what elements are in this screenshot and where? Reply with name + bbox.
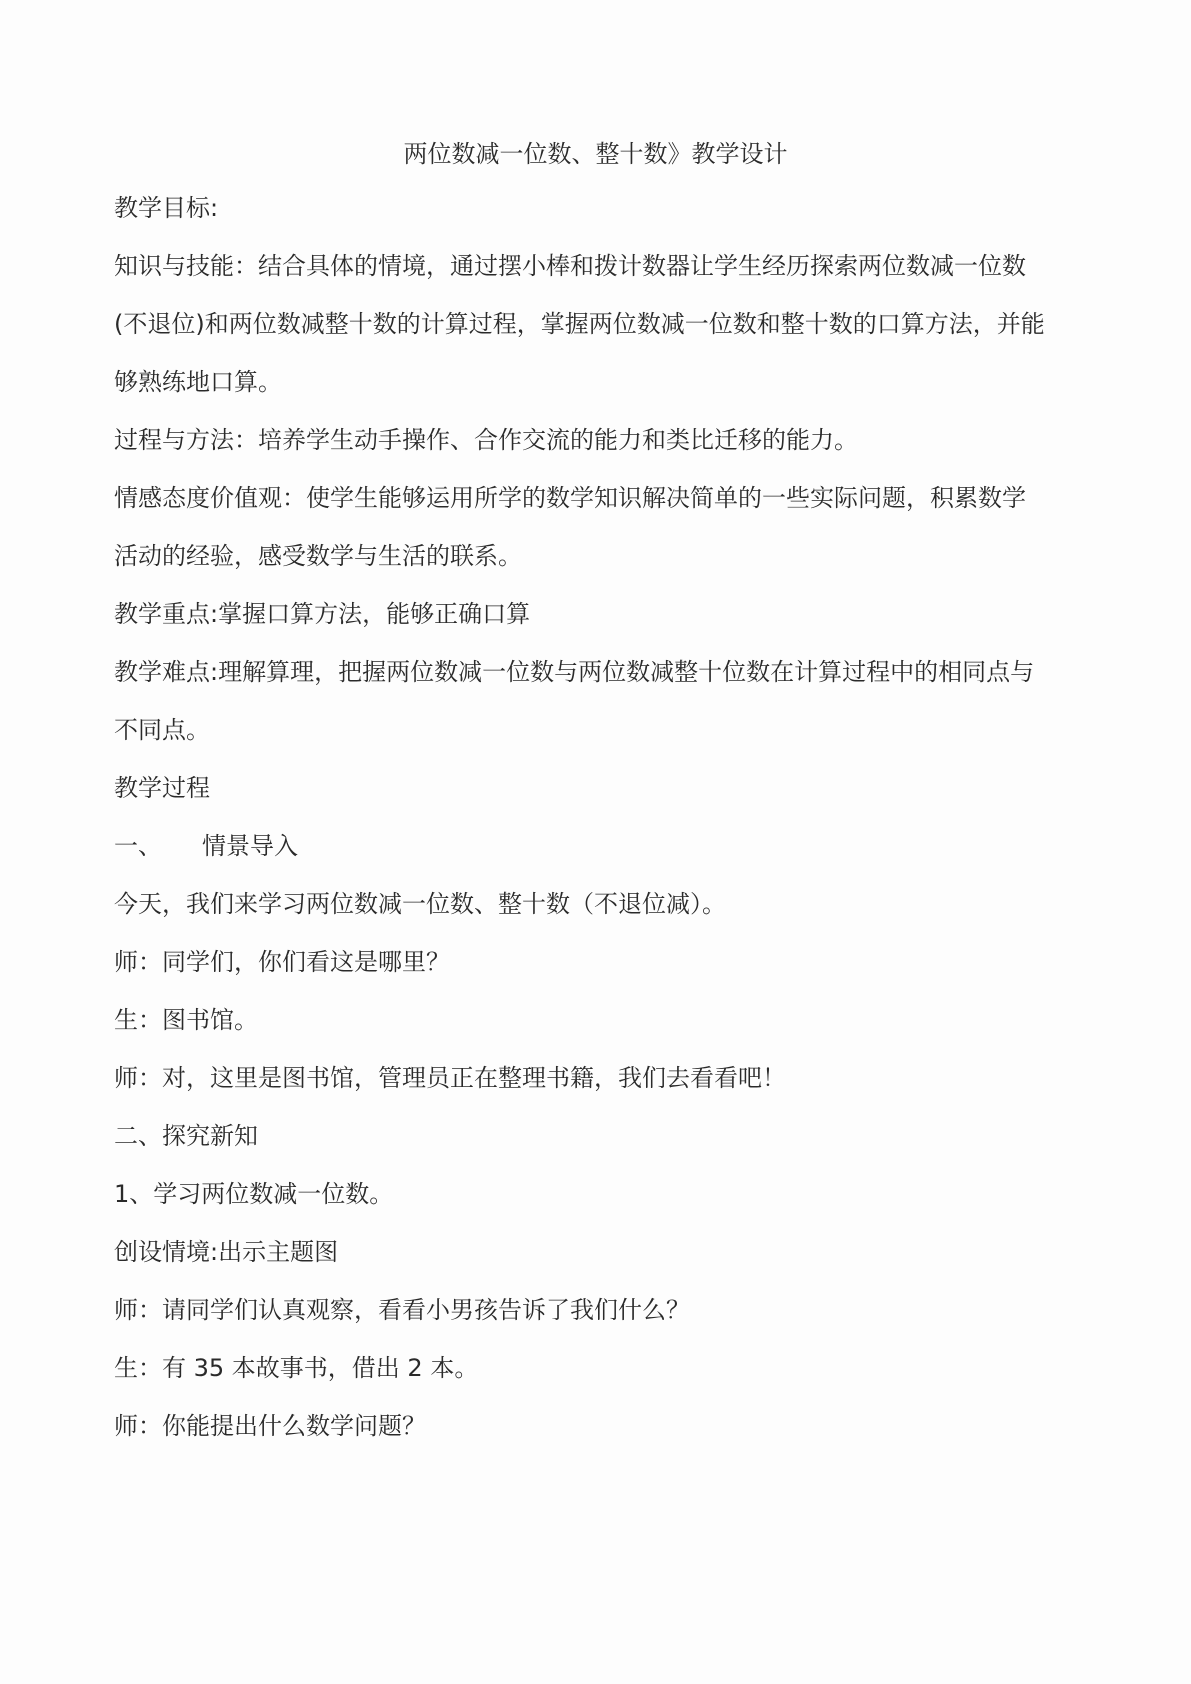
- text-line: 教学重点:掌握口算方法，能够正确口算: [114, 600, 531, 628]
- text-line: 生：图书馆。: [114, 1006, 258, 1034]
- text-line: 今天，我们来学习两位数减一位数、整十数（不退位减）。: [114, 890, 726, 918]
- text-line: 生：有 35 本故事书，借出 2 本。: [114, 1354, 479, 1382]
- text-line: 不同点。: [114, 716, 210, 744]
- text-line: 情感态度价值观：使学生能够运用所学的数学知识解决简单的一些实际问题，积累数学: [114, 484, 1026, 512]
- text-line: 师：请同学们认真观察，看看小男孩告诉了我们什么？: [114, 1296, 690, 1324]
- section-heading: 教学过程: [114, 774, 210, 802]
- text-line: 够熟练地口算。: [114, 368, 282, 396]
- section-heading: 二、探究新知: [114, 1122, 258, 1150]
- text-line: 师：同学们，你们看这是哪里？: [114, 948, 450, 976]
- section-text: 情景导入: [202, 832, 298, 860]
- text-line: (不退位)和两位数减整十数的计算过程，掌握两位数减一位数和整十数的口算方法，并能: [114, 310, 1045, 338]
- text-line: 知识与技能：结合具体的情境，通过摆小棒和拨计数器让学生经历探索两位数减一位数: [114, 252, 1026, 280]
- text-line: 创设情境:出示主题图: [114, 1238, 339, 1266]
- text-line: 师：对，这里是图书馆，管理员正在整理书籍，我们去看看吧！: [114, 1064, 786, 1092]
- section-number: 一、: [114, 832, 162, 860]
- section-heading-one: [114, 828, 298, 864]
- text-line: 教学目标:: [114, 194, 219, 222]
- text-line: 活动的经验，感受数学与生活的联系。: [114, 542, 522, 570]
- text-line: 1、学习两位数减一位数。: [114, 1180, 394, 1208]
- text-line: 师：你能提出什么数学问题？: [114, 1412, 426, 1440]
- text-line: 教学难点:理解算理，把握两位数减一位数与两位数减整十位数在计算过程中的相同点与: [114, 658, 1035, 686]
- text-line: 过程与方法：培养学生动手操作、合作交流的能力和类比迁移的能力。: [114, 426, 858, 454]
- document-title: 两位数减一位数、整十数》教学设计: [403, 140, 788, 168]
